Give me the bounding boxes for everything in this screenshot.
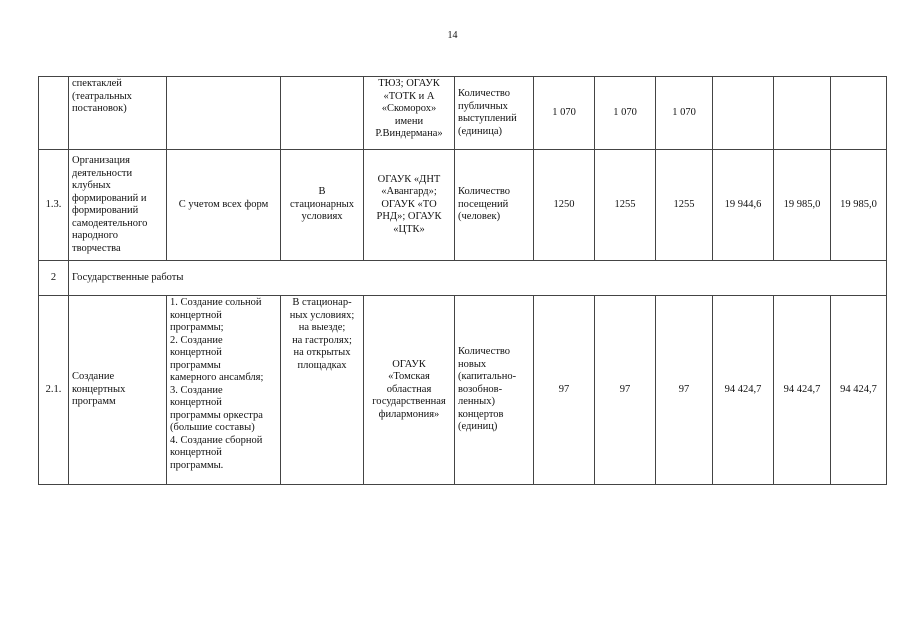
cell-finance-2: 19 985,0: [774, 150, 831, 261]
cell-volume-1: 1 070: [534, 77, 595, 150]
cell-volume-3: 97: [656, 296, 713, 485]
cell-num: 1.3.: [39, 150, 69, 261]
cell-num: [39, 77, 69, 150]
cell-institution: ОГАУК «ДНТ «Авангард»; ОГАУК «ТО РНД»; ОГАУК «ЦТК»: [364, 150, 455, 261]
cell-institution: ОГАУК «Томская областная государственная филармония»: [364, 296, 455, 485]
cell-content: С учетом всех форм: [167, 150, 281, 261]
cell-finance-1: 19 944,6: [713, 150, 774, 261]
cell-name: спектаклей (театральных постановок): [69, 77, 167, 150]
cell-volume-3: 1 070: [656, 77, 713, 150]
cell-volume-1: 1250: [534, 150, 595, 261]
cell-finance-3: 94 424,7: [831, 296, 887, 485]
cell-content: 1. Создание сольной концертной программы; 2. Создание концертной программы камерного ансамбля; 3. Создание концертной программы оркестра (большие составы) 4. Создание сборной концертной программы.: [167, 296, 281, 485]
cell-name: Создание концертных программ: [69, 296, 167, 485]
table-row: [39, 296, 887, 485]
cell-volume-3: 1255: [656, 150, 713, 261]
cell-name: Организация деятельности клубных формирований и формирований самодеятельного народного творчества: [69, 150, 167, 261]
cell-indicator: Количество публичных выступлений (единица): [455, 77, 534, 150]
table-row: [39, 77, 887, 150]
cell-volume-2: 97: [595, 296, 656, 485]
cell-indicator: Количество новых (капитально- возобнов- ленных) концертов (единиц): [455, 296, 534, 485]
cell-conditions: В стационар- ных условиях; на выезде; на гастролях; на открытых площадках: [281, 296, 364, 485]
cell-volume-1: 97: [534, 296, 595, 485]
cell-finance-2: [774, 77, 831, 150]
cell-num: 2: [39, 261, 69, 296]
services-table: [38, 76, 887, 485]
cell-finance-2: 94 424,7: [774, 296, 831, 485]
cell-conditions: [281, 77, 364, 150]
cell-volume-2: 1255: [595, 150, 656, 261]
cell-content: [167, 77, 281, 150]
cell-volume-2: 1 070: [595, 77, 656, 150]
cell-num: 2.1.: [39, 296, 69, 485]
section-title: Государственные работы: [69, 261, 887, 296]
section-row: [39, 261, 887, 296]
cell-finance-1: [713, 77, 774, 150]
cell-institution: ТЮЗ; ОГАУК «ТОТК и А «Скоморох» имени Р.Виндермана»: [364, 77, 455, 150]
cell-indicator: Количество посещений (человек): [455, 150, 534, 261]
page-number: 14: [447, 30, 458, 41]
table-row: [39, 150, 887, 261]
cell-conditions: В стационарных условиях: [281, 150, 364, 261]
cell-finance-3: [831, 77, 887, 150]
cell-finance-3: 19 985,0: [831, 150, 887, 261]
cell-finance-1: 94 424,7: [713, 296, 774, 485]
